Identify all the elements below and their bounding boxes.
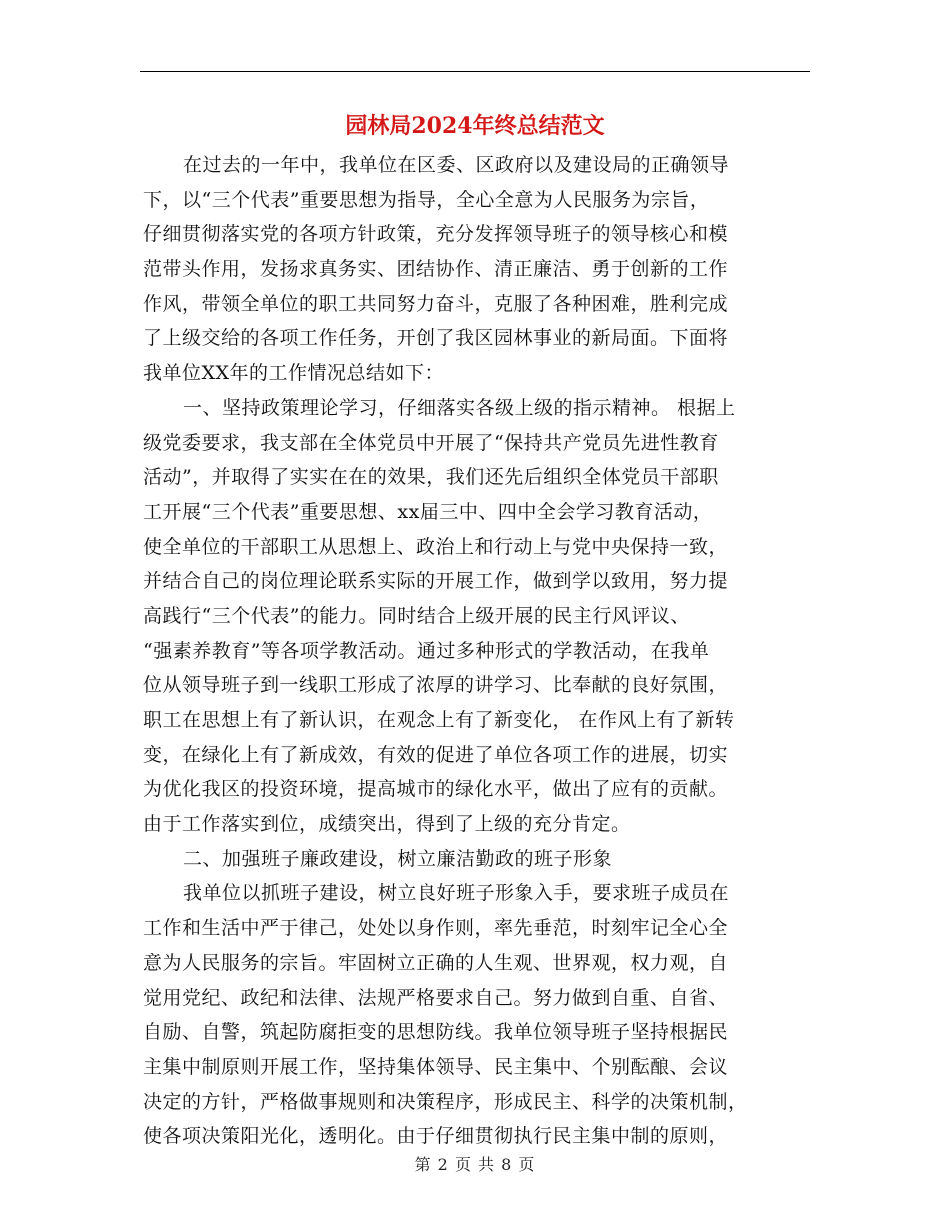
body-line: 在过去的一年中，我单位在区委、区政府以及建设局的正确领导 [183, 154, 730, 176]
header-rule [140, 71, 810, 72]
body-line: 由于工作落实到位，成绩突出，得到了上级的充分肯定。 [143, 813, 631, 836]
body-line: 活动”，并取得了实实在在的效果，我们还先后组织全体党员干部职 [143, 466, 719, 489]
body-line: 工开展“三个代表”重要思想、xx届三中、四中全会学习教育活动， [143, 500, 713, 523]
body-line: 二、加强班子廉政建设，树立廉洁勤政的班子形象 [183, 847, 613, 870]
body-line: 使各项决策阳光化，透明化。由于仔细贯彻执行民主集中制的原则， [143, 1125, 729, 1148]
body-line: 高践行“三个代表”的能力。同时结合上级开展的民主行风评议、 [143, 604, 690, 627]
body-line: 职工在思想上有了新认识，在观念上有了新变化， 在作风上有了新转 [143, 709, 735, 731]
body-line: 位从领导班子到一线职工形成了浓厚的讲学习、比奉献的良好氛围， [143, 674, 729, 697]
body-line: 下，以“三个代表”重要思想为指导，全心全意为人民服务为宗旨， [143, 188, 710, 211]
body-line: 了上级交给的各项工作任务，开创了我区园林事业的新局面。下面将 [143, 327, 729, 350]
body-line: 主集中制原则开展工作，坚持集体领导、民主集中、个别酝酿、会议 [143, 1055, 729, 1078]
body-line: 仔细贯彻落实党的各项方针政策，充分发挥领导班子的领导核心和模 [143, 223, 729, 246]
body-line: 意为人民服务的宗旨。牢固树立正确的人生观、世界观，权力观，自 [143, 951, 729, 974]
body-line: 作风，带领全单位的职工共同努力奋斗，克服了各种困难，胜利完成 [143, 292, 729, 315]
document-title: 园林局2024年终总结范文 [345, 113, 605, 139]
body-line: 级党委要求，我支部在全体党员中开展了“保持共产党员先进性教育 [143, 431, 719, 454]
body-line: 使全单位的干部职工从思想上、政治上和行动上与党中央保持一致， [143, 535, 729, 558]
body-line: 我单位XX年的工作情况总结如下： [143, 362, 445, 385]
body-line: 我单位以抓班子建设，树立良好班子形象入手，要求班子成员在 [183, 882, 730, 905]
body-line: 工作和生活中严于律己，处处以身作则，率先垂范，时刻牢记全心全 [143, 917, 729, 940]
body-line: 决定的方针，严格做事规则和决策程序，形成民主、科学的决策机制， [143, 1090, 748, 1113]
body-line: 一、坚持政策理论学习，仔细落实各级上级的指示精神。 根据上 [183, 396, 736, 419]
page-number: 第 2 页 共 8 页 [414, 1155, 536, 1174]
body-line: 觉用党纪、政纪和法律、法规严格要求自己。努力做到自重、自省、 [143, 986, 729, 1009]
body-line: 范带头作用，发扬求真务实、团结协作、清正廉洁、勇于创新的工作 [143, 258, 729, 281]
document-body [143, 148, 809, 1154]
body-line: 自励、自警，筑起防腐拒变的思想防线。我单位领导班子坚持根据民 [143, 1021, 729, 1044]
body-line: 并结合自己的岗位理论联系实际的开展工作，做到学以致用，努力提 [143, 570, 729, 593]
body-line: 变，在绿化上有了新成效，有效的促进了单位各项工作的进展，切实 [143, 743, 729, 766]
body-line: “强素养教育”等各项学教活动。通过多种形式的学教活动，在我单 [143, 639, 710, 662]
body-line: 为优化我区的投资环境，提高城市的绿化水平，做出了应有的贡献。 [143, 778, 729, 801]
